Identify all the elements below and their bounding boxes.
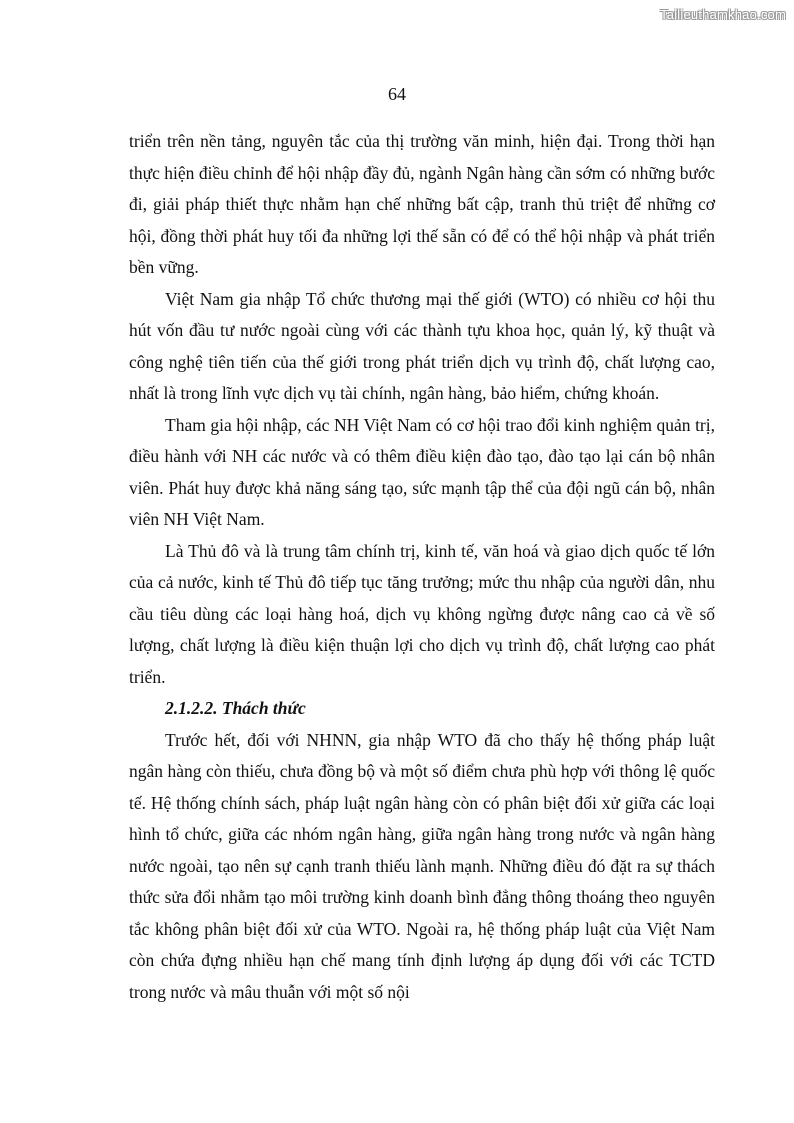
paragraph-continuation: triển trên nền tảng, nguyên tắc của thị trường văn minh, hiện đại. Trong thời hạn thực hiện điều chỉnh để hội nhập đầy đủ, ngành Ngân hàng cần sớm có những bước đi, giải pháp thiết thực nhằm hạn chế những bất cập, tranh thủ triệt để những cơ hội, đồng thời phát huy tối đa những lợi thế sẵn có để có thể hội nhập và phát triển bền vững. bbox=[129, 131, 715, 277]
document-body bbox=[129, 126, 715, 1008]
paragraph-integration-experience: Tham gia hội nhập, các NH Việt Nam có cơ hội trao đổi kinh nghiệm quản trị, điều hành với NH các nước và có thêm điều kiện đào tạo, đào tạo lại cán bộ nhân viên. Phát huy được khả năng sáng tạo, sức mạnh tập thể của đội ngũ cán bộ, nhân viên NH Việt Nam. bbox=[129, 414, 715, 529]
watermark: Tailieuthamkhao.com bbox=[660, 7, 786, 22]
paragraph-capital-advantages: Là Thủ đô và là trung tâm chính trị, kinh tế, văn hoá và giao dịch quốc tế lớn của cả nước, kinh tế Thủ đô tiếp tục tăng trưởng; mức thu nhập của người dân, nhu cầu tiêu dùng các loại hàng hoá, dịch vụ không ngừng được nâng cao cả về số lượng, chất lượng là điều kiện thuận lợi cho dịch vụ trình độ, chất lượng cao phát triển. bbox=[129, 540, 715, 687]
section-heading: 2.1.2.2. Thách thức bbox=[165, 698, 306, 718]
paragraph-challenges: Trước hết, đối với NHNN, gia nhập WTO đã cho thấy hệ thống pháp luật ngân hàng còn thiếu, chưa đồng bộ và một số điểm chưa phù hợp với thông lệ quốc tế. Hệ thống chính sách, pháp luật ngân hàng còn có phân biệt đối xử giữa các loại hình tổ chức, giữa các nhóm ngân hàng, giữa ngân hàng trong nước và ngân hàng nước ngoài, tạo nên sự cạnh tranh thiếu lành mạnh. Những điều đó đặt ra sự thách thức sửa đổi nhằm tạo môi trường kinh doanh bình đẳng thông thoáng theo nguyên tắc không phân biệt đối xử của WTO. Ngoài ra, hệ thống pháp luật của Việt Nam còn chứa đựng nhiều hạn chế mang tính định lượng áp dụng đối với các TCTD trong nước và mâu thuẫn với một số nội bbox=[129, 729, 715, 1002]
paragraph-wto-opportunities: Việt Nam gia nhập Tổ chức thương mại thế giới (WTO) có nhiều cơ hội thu hút vốn đầu tư nước ngoài cùng với các thành tựu khoa học, quản lý, kỹ thuật và công nghệ tiên tiến của thế giới trong phát triển dịch vụ trình độ, chất lượng cao, nhất là trong lĩnh vực dịch vụ tài chính, ngân hàng, bảo hiểm, chứng khoán. bbox=[129, 288, 715, 403]
page-number: 64 bbox=[388, 84, 406, 104]
